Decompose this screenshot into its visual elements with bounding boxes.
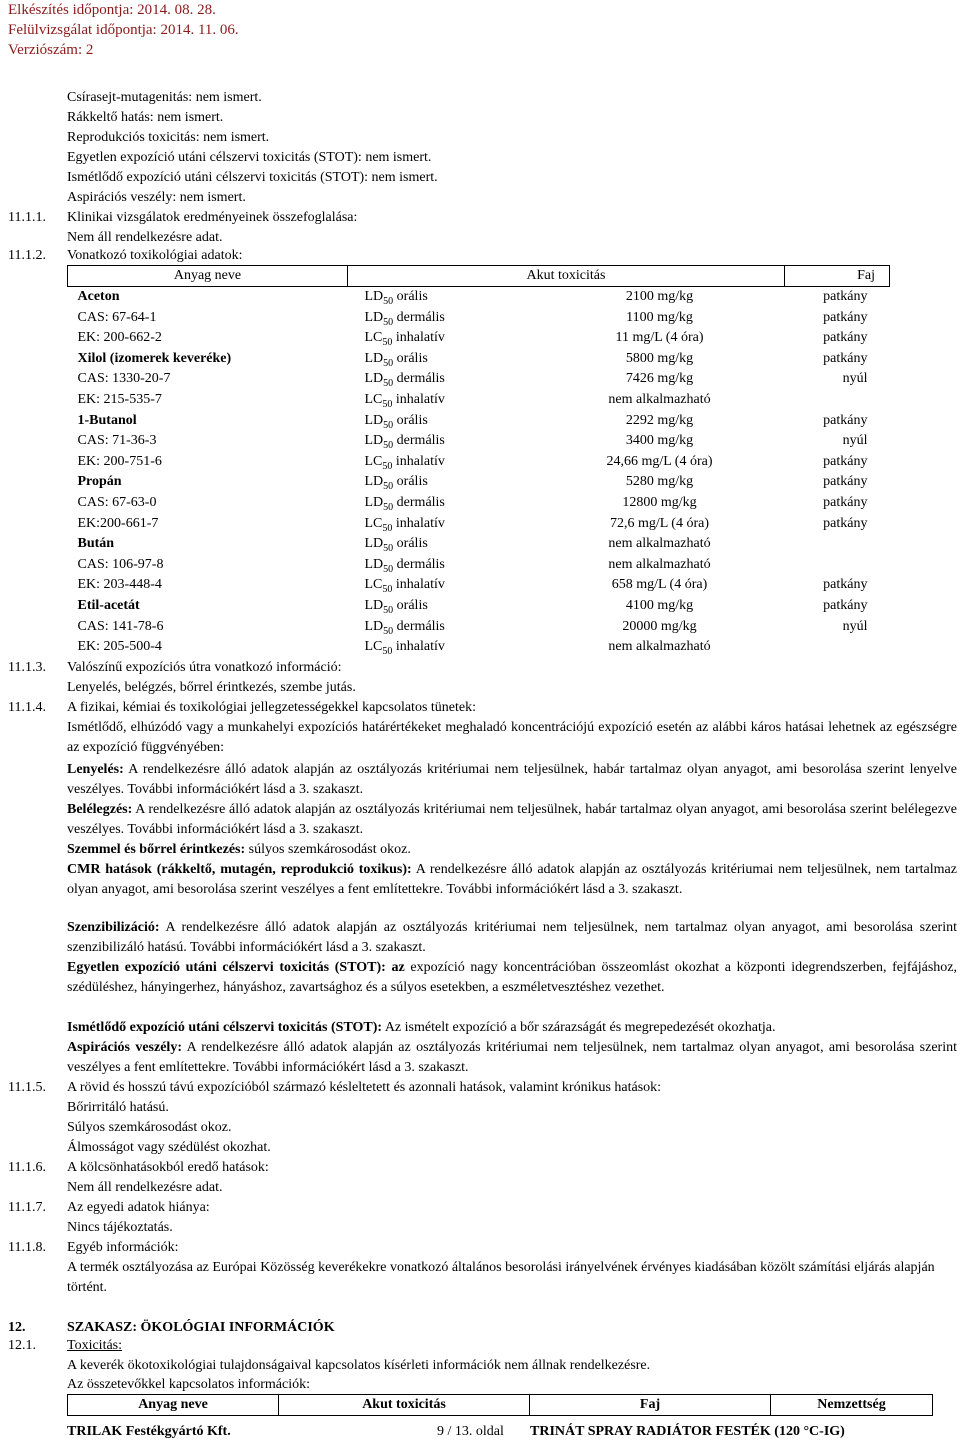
substance-cas: CAS: 141-78-6	[77, 618, 164, 634]
revised-date: Felülvizsgálat időpontja: 2014. 11. 06.	[8, 22, 239, 38]
effect-paragraph: Szenzibilizáció: A rendelkezésre álló adatok alapján az osztályozás kritériumai nem teljesülnek, nem tartalmaz olyan anyagot, ami besorolása szerint szenzibilizáló hatású. További információkért lásd a 3. szakaszt.	[67, 920, 957, 955]
table-row	[68, 575, 890, 596]
intro-line: Rákkeltő hatás: nem ismert.	[67, 110, 224, 125]
section-title: SZAKASZ: ÖKOLÓGIAI INFORMÁCIÓK	[67, 1320, 335, 1335]
section-text: A keverék ökotoxikológiai tulajdonságaival kapcsolatos kísérleti információk nem állnak rendelkezésre.	[67, 1358, 651, 1373]
section-title: Klinikai vizsgálatok eredményeinek összefoglalása:	[67, 210, 358, 225]
intro-line: Reprodukciós toxicitás: nem ismert.	[67, 130, 270, 145]
effect-paragraph: Lenyelés: A rendelkezésre álló adatok alapján az osztályozás kritériumai nem teljesülnek, habár tartalmaz olyan anyagot, ami besorolása szerint lenyelve veszélyes. További információkért lásd a 3. szakaszt.	[67, 762, 957, 797]
version-number: Verziószám: 2	[8, 42, 94, 58]
table-row	[68, 431, 890, 452]
section-title: A rövid és hosszú távú expozícióból származó késleltetett és azonnali hatások, valamint krónikus hatások:	[67, 1080, 662, 1095]
section-number: 11.1.4.	[8, 700, 46, 715]
section-number: 11.1.6.	[8, 1160, 46, 1175]
ecotoxicology-table	[67, 1394, 933, 1416]
column-header: Akut toxicitás	[348, 266, 785, 287]
substance-ek: EK: 205-500-4	[77, 639, 162, 655]
substance-ek: EK: 203-448-4	[77, 577, 162, 593]
substance-name: Xilol (izomerek keveréke)	[77, 350, 232, 366]
section-number: 11.1.7.	[8, 1200, 46, 1215]
section-text: Nem áll rendelkezésre adat.	[67, 230, 223, 245]
effect-paragraph: CMR hatások (rákkeltő, mutagén, reprodukció toxikus): A rendelkezésre álló adatok alapján az osztályozás kritériumai nem teljesülnek, nem tartalmaz olyan anyagot, ami besorolása szerint veszélyes a fent említettekre. További információkért lásd a 3. szakaszt.	[67, 862, 957, 897]
toxicity-route: $LD_{50}$ orális	[364, 597, 428, 616]
section-text: Nincs tájékoztatás.	[67, 1220, 173, 1235]
section-text: Álmosságot vagy szédülést okozhat.	[67, 1140, 271, 1155]
section-title: Valószínű expozíciós útra vonatkozó információ:	[67, 660, 342, 675]
toxicity-route: $LC_{50}$ inhalatív	[364, 330, 445, 348]
toxicity-route: $LD_{50}$ orális	[364, 474, 428, 493]
toxicity-value: 24,66 mg/L (4 óra)	[606, 453, 713, 469]
toxicity-route: $LD_{50}$ dermális	[364, 309, 445, 328]
footer-page-number: 9 / 13. oldal	[437, 1424, 504, 1439]
substance-name: Bután	[77, 536, 115, 552]
toxicity-value: 3400 mg/kg	[625, 433, 694, 449]
column-header: Faj	[785, 266, 890, 287]
document-header	[8, 0, 239, 60]
section-text: Az összetevőkkel kapcsolatos információk:	[67, 1377, 310, 1392]
species: patkány	[823, 577, 868, 593]
substance-name: Etil-acetát	[77, 597, 140, 613]
toxicity-value: 5280 mg/kg	[625, 474, 694, 490]
table-header-row	[68, 1395, 933, 1416]
species	[785, 534, 890, 555]
substance-name: Propán	[77, 474, 122, 490]
substance-ek: EK: 200-662-2	[77, 330, 162, 346]
table-header-row	[68, 266, 890, 287]
toxicity-value: nem alkalmazható	[608, 639, 711, 655]
toxicity-route: $LD_{50}$ orális	[364, 350, 428, 369]
table-row	[68, 349, 890, 370]
toxicity-value: 12800 mg/kg	[622, 494, 697, 510]
section-number: 11.1.2.	[8, 248, 46, 263]
created-date: Elkészítés időpontja: 2014. 08. 28.	[8, 2, 216, 18]
table-row	[68, 308, 890, 329]
section-text: Súlyos szemkárosodást okoz.	[67, 1120, 232, 1135]
species: patkány	[823, 350, 868, 366]
table-row	[68, 369, 890, 390]
column-header: Nemzettség	[771, 1395, 933, 1416]
table-row	[68, 390, 890, 411]
table-row	[68, 411, 890, 432]
toxicity-route: $LD_{50}$ orális	[364, 289, 428, 307]
toxicity-value: 2100 mg/kg	[625, 289, 694, 304]
section-text: A termék osztályozása az Európai Közösség keverékekre vonatkozó általános besorolási irányelvének érvényes kiadásában közölt számítási eljárás alapján történt.	[67, 1260, 935, 1295]
intro-line: Ismétlődő expozíció utáni célszervi toxicitás (STOT): nem ismert.	[67, 170, 438, 185]
table-row	[68, 555, 890, 576]
section-title: Toxicitás:	[67, 1338, 123, 1353]
column-header: Anyag neve	[68, 1395, 279, 1416]
intro-line: Egyetlen expozíció utáni célszervi toxicitás (STOT): nem ismert.	[67, 150, 432, 165]
toxicity-value: nem alkalmazható	[608, 391, 711, 407]
footer-company: TRILAK Festékgyártó Kft.	[67, 1424, 231, 1439]
section-number: 12.1.	[8, 1338, 36, 1353]
toxicity-value: 72,6 mg/L (4 óra)	[609, 515, 709, 531]
species: patkány	[823, 330, 868, 346]
toxicology-table	[67, 265, 890, 658]
species: patkány	[823, 494, 868, 510]
toxicity-route: $LD_{50}$ dermális	[364, 371, 445, 390]
section-text: Bőrirritáló hatású.	[67, 1100, 169, 1115]
toxicity-route: $LD_{50}$ dermális	[364, 618, 445, 637]
section-title: Az egyedi adatok hiánya:	[67, 1200, 210, 1215]
section-intro: Ismétlődő, elhúzódó vagy a munkahelyi expozíciós határértékeket meghaladó koncentrációjú expozíció esetén az alábbi káros hatásai lehetnek az egészségre az expozíció függvényében:	[67, 720, 957, 755]
toxicity-route: $LC_{50}$ inhalatív	[364, 515, 445, 534]
table-row	[68, 596, 890, 617]
substance-ek: EK:200-661-7	[77, 515, 159, 531]
substance-cas: CAS: 67-64-1	[77, 309, 157, 325]
column-header: Anyag neve	[68, 266, 348, 287]
substance-ek: EK: 215-535-7	[77, 391, 162, 407]
toxicity-route: $LD_{50}$ orális	[364, 536, 428, 554]
table-row	[68, 637, 890, 658]
effect-paragraph: Ismétlődő expozíció utáni célszervi toxicitás (STOT): Az ismételt expozíció a bőr szárazságát és megrepedezését okozhatja.	[67, 1020, 776, 1035]
substance-name: 1-Butanol	[77, 412, 137, 428]
table-row	[68, 287, 890, 308]
section-title: Egyéb információk:	[67, 1240, 179, 1255]
substance-name: Aceton	[77, 289, 120, 304]
species: patkány	[823, 289, 868, 304]
section-title: Vonatkozó toxikológiai adatok:	[67, 248, 243, 263]
column-header: Faj	[530, 1395, 771, 1416]
toxicity-value: 20000 mg/kg	[622, 618, 697, 634]
section-number: 11.1.8.	[8, 1240, 46, 1255]
table-row	[68, 452, 890, 473]
species: nyúl	[842, 618, 868, 634]
footer-product: TRINÁT SPRAY RADIÁTOR FESTÉK (120 °C-IG)	[530, 1424, 845, 1439]
toxicity-value: 658 mg/L (4 óra)	[611, 577, 708, 593]
toxicity-route: $LC_{50}$ inhalatív	[364, 639, 445, 657]
table-row	[68, 328, 890, 349]
toxicity-route: $LC_{50}$ inhalatív	[364, 391, 445, 410]
species: patkány	[823, 412, 868, 428]
section-title: A fizikai, kémiai és toxikológiai jellegzetességekkel kapcsolatos tünetek:	[67, 700, 476, 715]
substance-cas: CAS: 67-63-0	[77, 494, 157, 510]
section-text: Nem áll rendelkezésre adat.	[67, 1180, 223, 1195]
species	[785, 390, 890, 411]
section-title: A kölcsönhatásokból eredő hatások:	[67, 1160, 269, 1175]
substance-ek: EK: 200-751-6	[77, 453, 162, 469]
section-number: 11.1.1.	[8, 210, 46, 225]
species	[785, 555, 890, 576]
substance-cas: CAS: 1330-20-7	[77, 371, 171, 387]
toxicity-route: $LD_{50}$ dermális	[364, 556, 445, 575]
effect-paragraph: Aspirációs veszély: A rendelkezésre álló adatok alapján az osztályozás kritériumai nem teljesülnek, nem tartalmaz olyan anyagot, ami besorolása szerint veszélyes a fent említettekre. További információkért lásd a 3. szakaszt.	[67, 1040, 957, 1075]
toxicity-value: 5800 mg/kg	[625, 350, 694, 366]
effect-paragraph: Belélegzés: A rendelkezésre álló adatok alapján az osztályozás kritériumai nem teljesülnek, habár tartalmaz olyan anyagot, ami besorolása szerint belélegezve veszélyes. További információkért lásd a 3. szakaszt.	[67, 802, 957, 837]
species: nyúl	[842, 371, 868, 387]
toxicity-value: 11 mg/L (4 óra)	[615, 330, 704, 346]
species: patkány	[823, 597, 868, 613]
section-text: Lenyelés, belégzés, bőrrel érintkezés, szembe jutás.	[67, 680, 356, 695]
effect-paragraph: Szemmel és bőrrel érintkezés: súlyos szemkárosodást okoz.	[67, 842, 411, 857]
toxicity-value: 7426 mg/kg	[625, 371, 694, 387]
toxicity-route: $LD_{50}$ dermális	[364, 494, 445, 513]
toxicity-value: nem alkalmazható	[608, 556, 711, 572]
table-row	[68, 617, 890, 638]
toxicity-route: $LD_{50}$ dermális	[364, 433, 445, 451]
table-row	[68, 472, 890, 493]
substance-cas: CAS: 106-97-8	[77, 556, 164, 572]
toxicity-value: 1100 mg/kg	[626, 309, 693, 325]
table-row	[68, 493, 890, 514]
section-number: 12.	[8, 1320, 26, 1335]
species: patkány	[823, 453, 868, 469]
section-number: 11.1.3.	[8, 660, 46, 675]
species: nyúl	[842, 433, 868, 449]
toxicity-route: $LD_{50}$ orális	[364, 412, 428, 431]
species	[785, 637, 890, 658]
toxicity-value: 4100 mg/kg	[625, 597, 694, 613]
species: patkány	[823, 474, 868, 490]
table-row	[68, 534, 890, 555]
table-row	[68, 514, 890, 535]
toxicity-value: 2292 mg/kg	[625, 412, 694, 428]
intro-line: Aspirációs veszély: nem ismert.	[67, 190, 246, 205]
section-number: 11.1.5.	[8, 1080, 46, 1095]
effect-paragraph: Egyetlen expozíció utáni célszervi toxicitás (STOT): az expozíció nagy koncentrációban összeomlást okozhat a központi idegrendszerben, fejfájáshoz, szédüléshez, hányingerhez, hányáshoz, zavartsághoz és a súlyos esetekben, a eszméletvesztéshez vezethet.	[67, 960, 958, 995]
toxicity-route: $LC_{50}$ inhalatív	[364, 453, 445, 472]
species: patkány	[823, 515, 868, 531]
toxicity-value: nem alkalmazható	[608, 536, 711, 552]
substance-cas: CAS: 71-36-3	[77, 433, 157, 449]
column-header: Akut toxicitás	[279, 1395, 530, 1416]
species: patkány	[823, 309, 868, 325]
intro-line: Csírasejt-mutagenitás: nem ismert.	[67, 90, 262, 105]
toxicity-route: $LC_{50}$ inhalatív	[364, 577, 445, 596]
